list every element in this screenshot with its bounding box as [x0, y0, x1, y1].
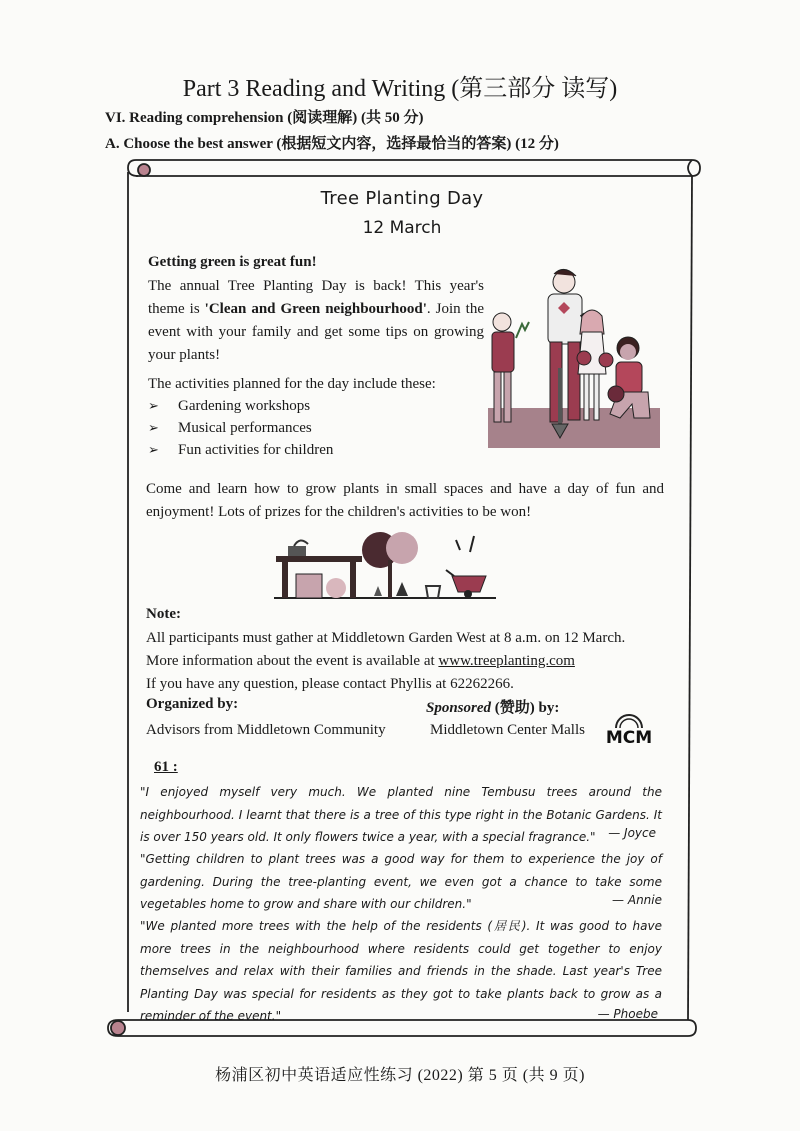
note-website-text: More information about the event is available at — [146, 653, 439, 669]
sponsor-name: Middletown Center Malls — [430, 722, 585, 738]
quote-phoebe: "We planted more trees with the help of the residents (居民). It was good to have more trees in the neighbourhood where residents could get together to enjoy themselves and relax with their families and friends in the shade. Last year's Tree Planting Day was special for residents as they got to take plants back to grow as a reminder of the event." — [140, 919, 662, 1024]
website-link[interactable]: www.treeplanting.com — [438, 653, 575, 669]
arrow-bullet-icon: ➢ — [148, 443, 159, 458]
poster-invitation: Come and learn how to grow plants in small spaces and have a day of fun and enjoyment! Lots of prizes for the children's activities to be won! — [146, 481, 664, 520]
activity-label: Fun activities for children — [178, 442, 334, 458]
note-gather: All participants must gather at Middletown Garden West at 8 a.m. on 12 March. — [146, 630, 626, 646]
poster-intro — [148, 275, 484, 367]
list-item — [148, 417, 333, 439]
mcm-logo — [598, 714, 660, 744]
activities-intro: The activities planned for the day include these: — [148, 376, 436, 392]
question-number-value: 61 — [154, 759, 169, 775]
family-planting-illustration — [488, 268, 660, 450]
section-heading-vi: VI. Reading comprehension (阅读理解) (共 50 分) — [105, 110, 424, 126]
sponsored-cn-label: (赞助) by: — [491, 700, 560, 716]
mcm-logo-text: MCM — [605, 728, 653, 744]
poster — [126, 168, 678, 1026]
quote-author: — Joyce — [608, 826, 656, 840]
note-contact: If you have any question, please contact Phyllis at 62262266. — [146, 676, 514, 692]
arrow-bullet-icon: ➢ — [148, 421, 159, 436]
quote-joyce: "I enjoyed myself very much. We planted nine Tembusu trees around the neighbourhood. I learnt that there is a tree of this type right in the Botanic Gardens. It is over 150 years old. It only flowers twice a year, with a special fragrance." — [140, 785, 662, 845]
quote-author: — Phoebe — [597, 1007, 658, 1021]
section-heading-a: A. Choose the best answer (根据短文内容，选择最恰当的答案) (12 分) — [105, 136, 559, 152]
activities-list — [148, 395, 333, 461]
activity-label: Gardening workshops — [178, 398, 311, 414]
sponsored-label: Sponsored — [426, 700, 492, 716]
poster-date: 12 March — [362, 218, 442, 238]
page-footer: 杨浦区初中英语适应性练习 (2022) 第 5 页 (共 9 页) — [215, 1067, 585, 1084]
list-item — [148, 439, 333, 461]
organizer-name: Advisors from Middletown Community — [146, 722, 386, 738]
intro-theme: 'Clean and Green neighbourhood' — [204, 301, 427, 317]
note-website — [146, 650, 575, 673]
poster-headline: Getting green is great fun! — [148, 254, 317, 270]
arrow-bullet-icon: ➢ — [148, 399, 159, 414]
list-item — [148, 395, 333, 417]
quote-annie: "Getting children to plant trees was a good way for them to experience the joy of gardening. During the tree-planting event, we even got a chance to take some vegetables home to grow and share with our children." — [140, 852, 662, 912]
sponsored-heading — [426, 696, 559, 717]
note-heading: Note: — [146, 606, 181, 622]
intro-text-start: The annual Tree Planting Day is back! This year's theme is — [148, 278, 484, 317]
quote-author: — Annie — [612, 893, 662, 907]
intro-text-end: . Join the event with your family and get some tips on growing your plants! — [148, 301, 484, 363]
activity-label: Musical performances — [178, 420, 312, 436]
question-number-colon: : — [169, 759, 178, 775]
poster-title: Tree Planting Day — [320, 188, 484, 209]
garden-illustration — [274, 530, 496, 600]
part-title: Part 3 Reading and Writing (第三部分 读写) — [182, 76, 618, 102]
question-number — [154, 759, 178, 776]
organized-heading: Organized by: — [146, 696, 239, 712]
